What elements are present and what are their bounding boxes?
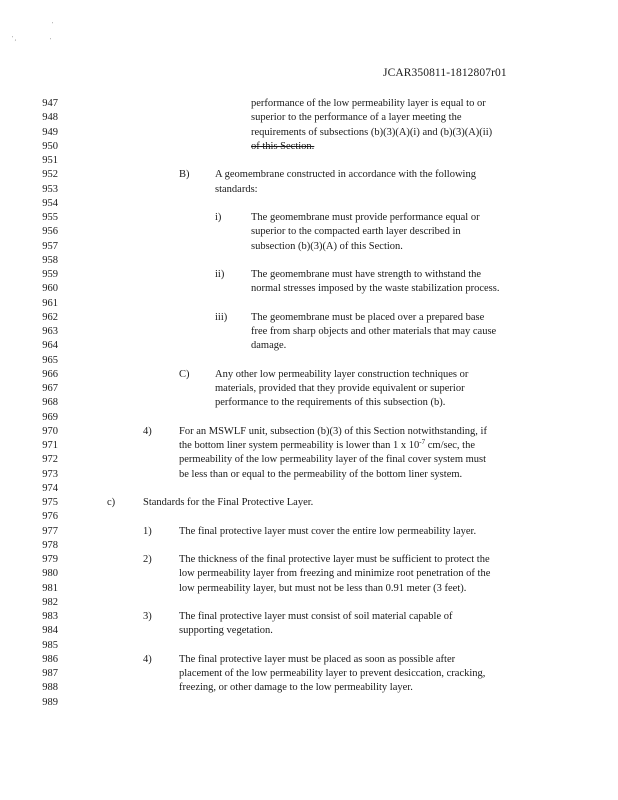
text-line: The final protective layer must cover the entire low permeability layer. xyxy=(179,525,477,537)
line-number: 984 xyxy=(42,625,58,637)
line-number: 982 xyxy=(42,596,58,608)
line-number: 971 xyxy=(42,440,58,451)
line-number: 979 xyxy=(42,554,58,565)
paragraph-B-iii xyxy=(251,311,496,354)
scan-speck: ' xyxy=(52,22,54,28)
paragraph-4 xyxy=(179,425,487,482)
item-marker: 2) xyxy=(143,554,152,565)
item-marker: 4) xyxy=(143,425,152,437)
line-number: 967 xyxy=(42,383,58,394)
item-marker: C) xyxy=(179,368,190,380)
paragraph-c-4 xyxy=(179,653,485,696)
line-number: 947 xyxy=(42,98,58,109)
line-number: 985 xyxy=(42,639,58,651)
text-line: low permeability layer, but must not be less than 0.91 meter (3 feet). xyxy=(179,582,467,594)
paragraph-c xyxy=(143,496,313,510)
item-marker: B) xyxy=(179,169,190,181)
text-line: Standards for the Final Protective Layer. xyxy=(143,497,314,508)
paragraph-C xyxy=(215,368,468,411)
document-id-header: JCAR350811-1812807r01 xyxy=(383,67,507,79)
text-line: low permeability layer from freezing and minimize root penetration of the xyxy=(179,568,491,580)
line-number: 959 xyxy=(42,269,58,280)
text-fragment: cm/sec, the xyxy=(425,440,475,451)
exponent: -7 xyxy=(419,438,426,446)
text-line: The thickness of the final protective layer must be sufficient to protect the xyxy=(179,554,490,565)
struck-text-line: of this Section. xyxy=(251,140,315,152)
text-line: permeability of the low permeability layer of the final cover system must xyxy=(179,454,487,466)
paragraph-B-ii xyxy=(251,268,499,297)
line-number: 960 xyxy=(42,283,58,295)
line-number: 956 xyxy=(42,226,58,238)
line-number: 951 xyxy=(42,155,58,166)
line-number: 966 xyxy=(42,368,58,380)
text-line: The geomembrane must provide performance equal or xyxy=(251,212,480,223)
item-marker: ii) xyxy=(215,269,225,280)
line-number: 980 xyxy=(42,568,58,580)
line-number: 974 xyxy=(42,482,58,494)
text-line: The geomembrane must be placed over a prepared base xyxy=(251,311,485,323)
line-number: 978 xyxy=(42,539,58,551)
line-number: 986 xyxy=(42,653,58,665)
line-number: 981 xyxy=(42,582,58,594)
text-line: performance to the requirements of this subsection (b). xyxy=(215,397,446,409)
line-number: 955 xyxy=(42,212,58,223)
paragraph-B xyxy=(215,168,476,197)
text-line: normal stresses imposed by the waste stabilization process. xyxy=(251,283,500,295)
item-marker: i) xyxy=(215,212,222,223)
text-line: freezing, or other damage to the low permeability layer. xyxy=(179,682,413,694)
text-fragment: the bottom liner system permeability is lower than 1 x 10 xyxy=(179,440,420,451)
line-number: 965 xyxy=(42,354,58,366)
line-number: 970 xyxy=(42,425,58,437)
text-line: superior to the performance of a layer meeting the xyxy=(251,112,462,124)
line-number: 989 xyxy=(42,696,58,708)
line-number: 953 xyxy=(42,183,58,195)
item-marker: 1) xyxy=(143,525,152,537)
item-marker: 4) xyxy=(143,653,152,665)
text-line: performance of the low permeability layer is equal to or xyxy=(251,98,486,109)
line-number: 983 xyxy=(42,611,58,622)
text-line: The final protective layer must consist of soil material capable of xyxy=(179,611,453,622)
line-number: 954 xyxy=(42,197,58,209)
text-line: be less than or equal to the permeability of the bottom liner system. xyxy=(179,468,463,480)
line-number: 961 xyxy=(42,297,58,309)
text-line: For an MSWLF unit, subsection (b)(3) of this Section notwithstanding, if xyxy=(179,425,487,437)
line-number: 976 xyxy=(42,511,58,523)
text-line: The final protective layer must be placed as soon as possible after xyxy=(179,653,456,665)
text-line: requirements of subsections (b)(3)(A)(i) and (b)(3)(A)(ii) xyxy=(251,126,493,138)
line-number: 950 xyxy=(42,140,58,152)
line-number: 972 xyxy=(42,454,58,466)
line-number: 957 xyxy=(42,240,58,252)
text-line xyxy=(179,439,487,453)
item-marker: iii) xyxy=(215,311,228,323)
line-number: 952 xyxy=(42,169,58,181)
paragraph-c-3 xyxy=(179,610,453,639)
text-line: superior to the compacted earth layer described in xyxy=(251,226,461,238)
text-line: The geomembrane must have strength to withstand the xyxy=(251,269,482,280)
scan-speck: ' , xyxy=(12,36,17,42)
text-line: free from sharp objects and other materials that may cause xyxy=(251,326,497,337)
item-marker: c) xyxy=(107,497,116,508)
line-number: 963 xyxy=(42,326,58,337)
text-line: supporting vegetation. xyxy=(179,625,273,637)
line-number: 987 xyxy=(42,668,58,679)
line-number: 969 xyxy=(42,411,58,423)
paragraph-c-2 xyxy=(179,553,490,596)
line-number: 962 xyxy=(42,311,58,323)
line-number: 964 xyxy=(42,340,58,352)
text-line: damage. xyxy=(251,340,287,352)
line-number: 958 xyxy=(42,254,58,266)
line-number: 968 xyxy=(42,397,58,409)
line-number: 988 xyxy=(42,682,58,694)
line-number: 977 xyxy=(42,525,58,537)
paragraph-continuation xyxy=(251,97,492,154)
line-number: 975 xyxy=(42,497,58,508)
text-line: standards: xyxy=(215,183,258,195)
text-line: subsection (b)(3)(A) of this Section. xyxy=(251,240,403,252)
text-line: materials, provided that they provide equivalent or superior xyxy=(215,383,465,394)
item-marker: 3) xyxy=(143,611,152,622)
text-line: A geomembrane constructed in accordance with the following xyxy=(215,169,476,181)
text-line: Any other low permeability layer construction techniques or xyxy=(215,368,469,380)
line-number: 948 xyxy=(42,112,58,124)
text-line: placement of the low permeability layer to prevent desiccation, cracking, xyxy=(179,668,486,679)
paragraph-c-1 xyxy=(179,525,476,539)
paragraph-B-i xyxy=(251,211,480,254)
line-number: 973 xyxy=(42,468,58,480)
scan-speck: ' xyxy=(50,38,52,44)
line-number: 949 xyxy=(42,126,58,138)
